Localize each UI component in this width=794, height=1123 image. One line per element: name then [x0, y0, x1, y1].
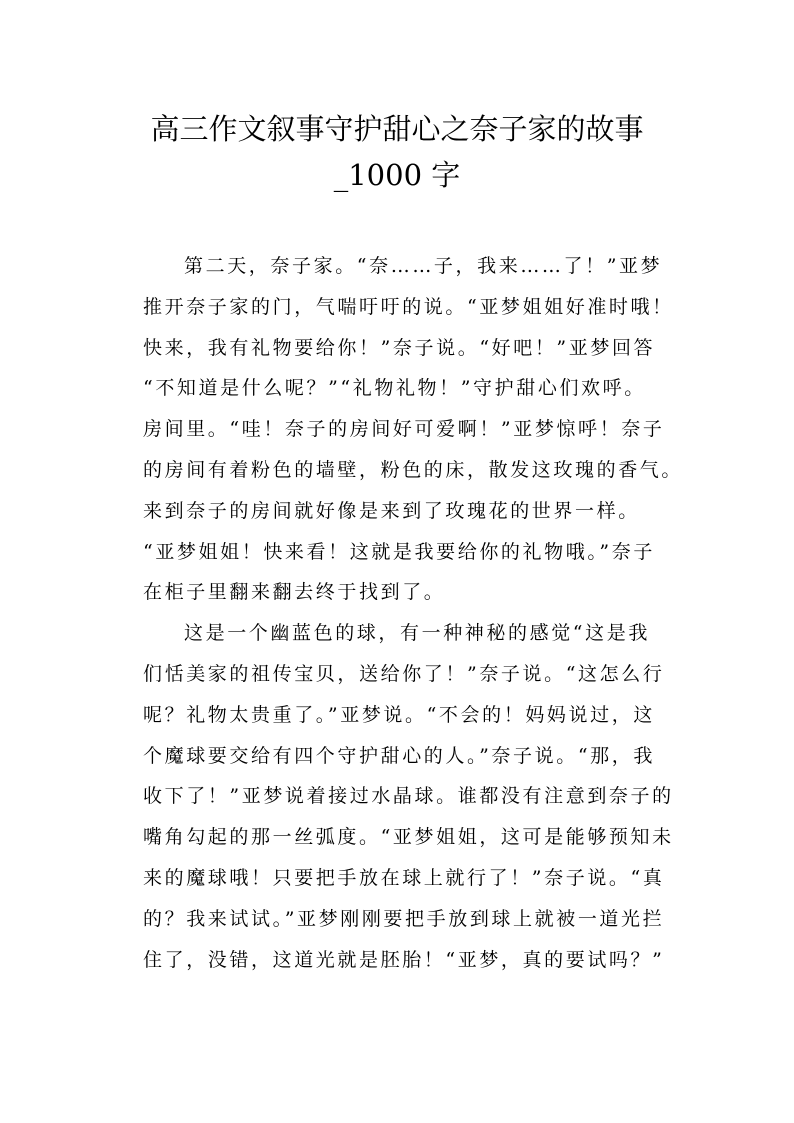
paragraph-2-line: 住了，没错，这道光就是胚胎！“亚梦，真的要试吗？”: [143, 948, 665, 971]
title-line-1: 高三作文叙事守护甜心之奈子家的故事: [150, 112, 644, 146]
paragraph-1-line: 第二天，奈子家。“奈……子，我来……了！”亚梦: [184, 255, 663, 277]
paragraph-2-line: 这是一个幽蓝色的球，有一种神秘的感觉“这是我: [184, 622, 650, 645]
paragraph-2-line: 呢？礼物太贵重了。”亚梦说。“不会的！妈妈说过，这: [143, 703, 655, 726]
paragraph-1-line: 在柜子里翻来翻去终于找到了。: [143, 581, 446, 604]
paragraph-1-line: 推开奈子家的门，气喘吁吁的说。“亚梦姐姐好准时哦！: [143, 295, 674, 318]
paragraph-1-line: “不知道是什么呢？”“礼物礼物！”守护甜心们欢呼。: [143, 377, 646, 400]
paragraph-2-line: 收下了！”亚梦说着接过水晶球。谁都没有注意到奈子的: [143, 785, 674, 808]
document-body: [143, 246, 684, 980]
paragraph-1-line: 房间里。“哇！奈子的房间好可爱啊！”亚梦惊呼！奈子: [143, 418, 665, 441]
paragraph-1-line: 来到奈子的房间就好像是来到了玫瑰花的世界一样。: [143, 499, 640, 522]
paragraph-2-line: 嘴角勾起的那一丝弧度。“亚梦姐姐，这可是能够预知未: [143, 826, 674, 849]
document-title: [100, 106, 694, 198]
paragraph-2-line: 来的魔球哦！只要把手放在球上就行了！”奈子说。“真: [143, 866, 665, 889]
paragraph-2-line: 们恬美家的祖传宝贝，送给你了！”奈子说。“这怎么行: [143, 662, 665, 685]
paragraph-2-line: 个魔球要交给有四个守护甜心的人。”奈子说。“那，我: [143, 744, 655, 767]
title-line-2: _1000 字: [333, 158, 461, 192]
paragraph-1-line: 的房间有着粉色的墙壁，粉色的床，散发这玫瑰的香气。: [143, 458, 684, 481]
paragraph-1-line: 快来，我有礼物要给你！”奈子说。“好吧！”亚梦回答: [143, 336, 656, 359]
paragraph-1-line: “亚梦姐姐！快来看！这就是我要给你的礼物哦。”奈子: [143, 540, 655, 563]
paragraph-2-line: 的？我来试试。”亚梦刚刚要把手放到球上就被一道光拦: [143, 907, 665, 930]
